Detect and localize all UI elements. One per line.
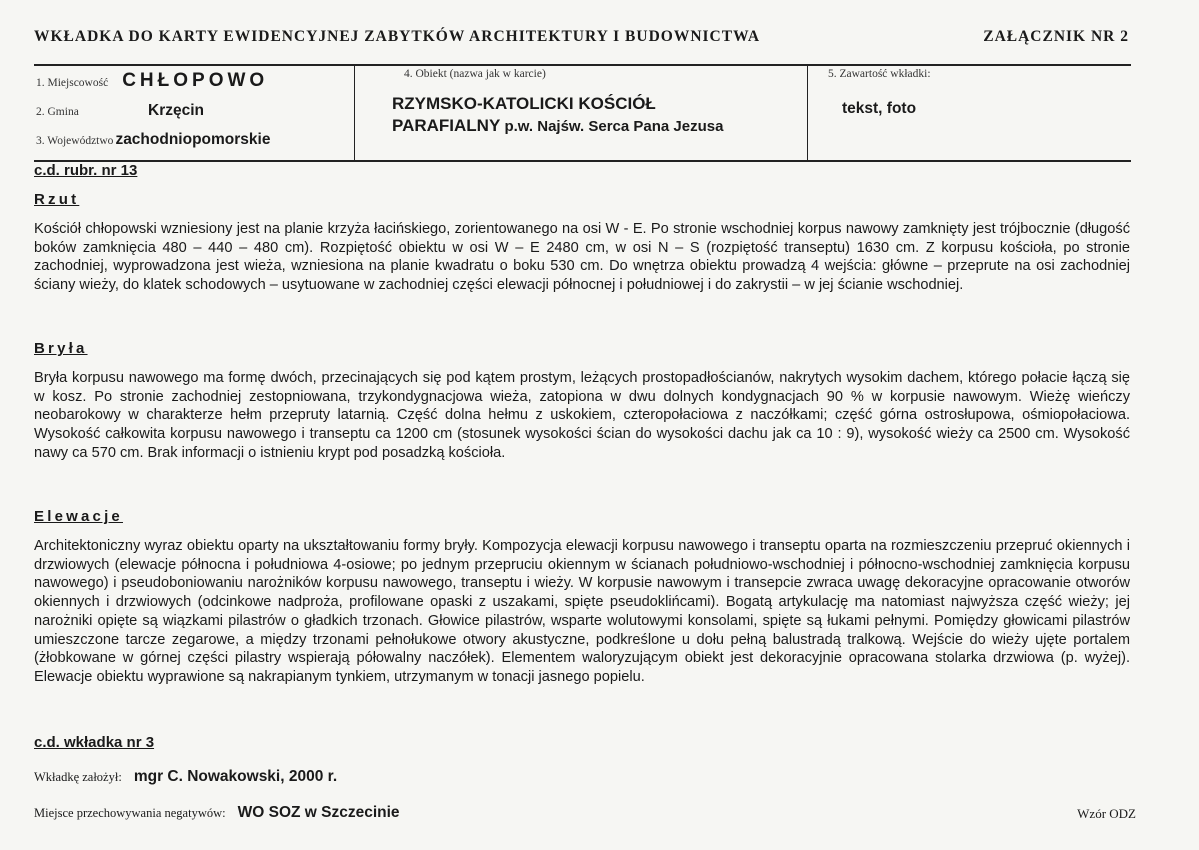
wojewodztwo-value: zachodniopomorskie	[115, 131, 271, 148]
zalozyl-line	[34, 768, 337, 786]
section-title-bryla: Bryła	[34, 340, 88, 357]
document-header	[34, 28, 1129, 46]
obiekt-name	[392, 93, 723, 138]
gmina-label: 2. Gmina	[36, 106, 79, 118]
miejscowosc-label: 1. Miejscowość	[36, 77, 109, 89]
info-table	[34, 64, 1131, 162]
table-divider	[807, 66, 808, 160]
table-divider	[354, 66, 355, 160]
obiekt-line2-sub: p.w. Najśw. Serca Pana Jezusa	[500, 118, 724, 135]
section-title-elewacje: Elewacje	[34, 508, 123, 525]
zawartosc-label: 5. Zawartość wkładki:	[828, 68, 931, 80]
obiekt-label: 4. Obiekt (nazwa jak w karcie)	[404, 68, 546, 80]
zalozyl-label: Wkładkę założył:	[34, 770, 122, 784]
attachment-number: ZAŁĄCZNIK NR 2	[983, 28, 1129, 45]
zalozyl-value: mgr C. Nowakowski, 2000 r.	[133, 768, 338, 785]
miejscowosc-row	[36, 70, 268, 92]
gmina-row	[36, 102, 204, 120]
section-text-bryla: Bryła korpusu nawowego ma formę dwóch, przecinających się pod kątem prostym, leżących prostopadłościanów, nakrytych wysokim dachem, którego połacie łączą się w kosz. Po stronie zachodniej zestopniowana, trzykondygnacjowa wieża, zatopiona w dwu dolnych kondygnacjach 90 % w korpusie nawowym. Wieżę wieńczy neobarokowy w charakterze hełm przepruty latarnią. Część dolna hełmu z uskokiem, czteropołaciowa z naczółkami; część górna ostrosłupowa, ośmiopołaciowa. Wysokość całkowita korpusu nawowego i transeptu ca 1200 cm (stosunek wysokości ścian do wysokości dachu jak ca 10 : 9), wysokość wieży ca 2500 cm. Wysokość nawy ca 570 cm. Brak informacji o istnieniu krypt pod posadzką kościoła.	[34, 370, 1130, 461]
cd-wkladka: c.d. wkładka nr 3	[34, 734, 155, 751]
wojewodztwo-row	[36, 131, 270, 149]
negatywy-value: WO SOZ w Szczecinie	[237, 804, 400, 821]
negatywy-label: Miejsce przechowywania negatywów:	[34, 806, 226, 820]
negatywy-line	[34, 804, 400, 822]
section-text-elewacje: Architektoniczny wyraz obiektu oparty na ukształtowaniu formy bryły. Kompozycja elewacji korpusu nawowego i transeptu oparta na rozmieszczeniu przepruć okiennych i drzwiowych (elewacje północna i południowa 4-osiowe; po jednym przepruciu okiennym w ścianach południowo-wschodniej i północno-wschodniej zamknięcia korpusu nawowego) i pseudoboniowaniu narożników korpusu nawowego, transeptu i wieży. W korpusie nawowym i transepcie zwraca uwagę dekoracyjne opracowanie otworów okiennych i drzwiowych (odcinkowe nadproża, profilowane opaski z uszakami, spięte pseudoklińcami). Bogatą artykulację ma natomiast najwyższa część wieży; jej narożniki opięte są wiązkami pilastrów o gładkich trzonach. Głowice pilastrów, wsparte wolutowymi konsolami, spięte są łukami pełnymi. Pomiędzy głowicami pilastrów umieszczone tarcze zegarowe, a między trzonami pełnołukowe otwory akustyczne, podkreślone u dołu pełną balustradą tralkową. Wejście do wieży ujęte portalem (żłobkowane w górnej części pilastry wspierają półowalny naczółek). Elementem waloryzującym obiekt jest dekoracyjnie opracowana stolarka drzwiowa (p. wyżej). Elewacje obiektu wyprawione są nakrapianym tynkiem, utrzymanym w tonacji jasnego popielu.	[34, 538, 1130, 685]
cd-rubr: c.d. rubr. nr 13	[34, 162, 138, 179]
section-title-rzut: Rzut	[34, 191, 80, 208]
obiekt-line2-main: PARAFIALNY	[392, 116, 501, 135]
obiekt-line1: RZYMSKO-KATOLICKI KOŚCIÓŁ	[392, 94, 656, 113]
wojewodztwo-label: 3. Województwo	[36, 135, 114, 147]
document-title: WKŁADKA DO KARTY EWIDENCYJNEJ ZABYTKÓW ARCHITEKTURY I BUDOWNICTWA	[34, 28, 761, 45]
zawartosc-value: tekst, foto	[842, 100, 917, 117]
section-text-rzut: Kościół chłopowski wzniesiony jest na planie krzyża łacińskiego, zorientowanego na osi W - E. Po stronie wschodniej korpus nawowy zamknięty jest trójbocznie (długość boków zamknięcia 480 – 440 – 480 cm). Rozpiętość obiektu w osi W – E 2480 cm, w osi N – S (rozpiętość transeptu) 1630 cm. Z korpusu kościoła, po stronie zachodniej, wyprowadzona jest wieża, wzniesiona na planie kwadratu o boku 530 cm. Do wnętrza obiektu prowadzą 4 wejścia: główne – przeprute na osi zachodniej ściany wieży, do klatek schodowych – usytuowane w zachodniej części elewacji północnej i południowej i do zakrystii – w jej ścianie wschodniej.	[34, 221, 1130, 294]
miejscowosc-value: CHŁOPOWO	[122, 70, 269, 91]
form-template-label: Wzór ODZ	[1077, 806, 1136, 821]
gmina-value: Krzęcin	[148, 102, 204, 119]
